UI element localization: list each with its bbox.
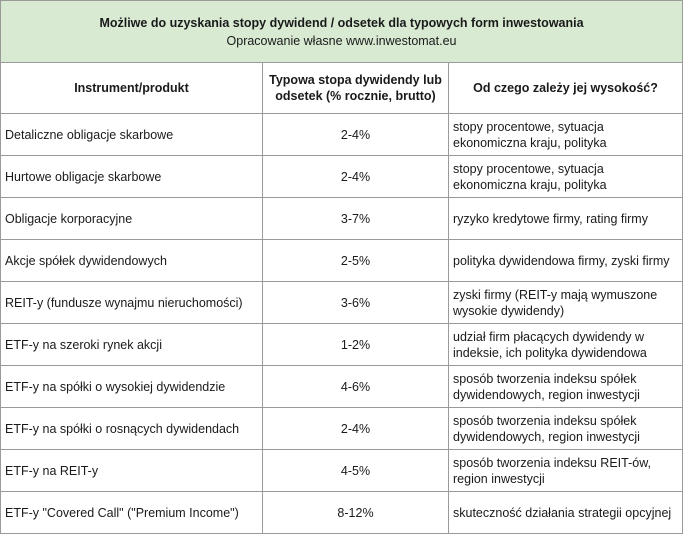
cell-depends: ryzyko kredytowe firmy, rating firmy	[449, 198, 683, 240]
cell-instrument: ETF-y na szeroki rynek akcji	[1, 324, 263, 366]
cell-instrument: ETF-y na REIT-y	[1, 450, 263, 492]
cell-rate: 8-12%	[263, 492, 449, 534]
cell-depends: stopy procentowe, sytuacja ekonomiczna kraju, polityka	[449, 156, 683, 198]
table-row	[1, 114, 683, 156]
header-instrument: Instrument/produkt	[1, 63, 263, 114]
cell-rate: 1-2%	[263, 324, 449, 366]
cell-instrument: REIT-y (fundusze wynajmu nieruchomości)	[1, 282, 263, 324]
table-row	[1, 408, 683, 450]
table-row	[1, 324, 683, 366]
cell-depends: polityka dywidendowa firmy, zyski firmy	[449, 240, 683, 282]
table-title-row	[1, 1, 683, 63]
header-depends: Od czego zależy jej wysokość?	[449, 63, 683, 114]
table-row	[1, 492, 683, 534]
cell-depends: udział firm płacących dywidendy w indeksie, ich polityka dywidendowa	[449, 324, 683, 366]
cell-depends: sposób tworzenia indeksu spółek dywidendowych, region inwestycji	[449, 366, 683, 408]
cell-depends: zyski firmy (REIT-y mają wymuszone wysokie dywidendy)	[449, 282, 683, 324]
table-row	[1, 198, 683, 240]
cell-instrument: Hurtowe obligacje skarbowe	[1, 156, 263, 198]
cell-instrument: Akcje spółek dywidendowych	[1, 240, 263, 282]
cell-depends: stopy procentowe, sytuacja ekonomiczna kraju, polityka	[449, 114, 683, 156]
cell-rate: 4-5%	[263, 450, 449, 492]
cell-rate: 4-6%	[263, 366, 449, 408]
cell-instrument: ETF-y na spółki o rosnących dywidendach	[1, 408, 263, 450]
cell-instrument: Obligacje korporacyjne	[1, 198, 263, 240]
table-header-row	[1, 63, 683, 114]
cell-rate: 2-4%	[263, 156, 449, 198]
table-row	[1, 240, 683, 282]
table-row	[1, 366, 683, 408]
cell-rate: 3-7%	[263, 198, 449, 240]
cell-rate: 2-4%	[263, 114, 449, 156]
cell-instrument: ETF-y na spółki o wysokiej dywidendzie	[1, 366, 263, 408]
cell-depends: sposób tworzenia indeksu spółek dywidendowych, region inwestycji	[449, 408, 683, 450]
cell-rate: 2-4%	[263, 408, 449, 450]
table-row	[1, 156, 683, 198]
cell-depends: skuteczność działania strategii opcyjnej	[449, 492, 683, 534]
table-row	[1, 282, 683, 324]
cell-instrument: ETF-y "Covered Call" ("Premium Income")	[1, 492, 263, 534]
table-subtitle: Opracowanie własne www.inwestomat.eu	[226, 33, 457, 48]
cell-instrument: Detaliczne obligacje skarbowe	[1, 114, 263, 156]
table-row	[1, 450, 683, 492]
header-rate: Typowa stopa dywidendy lub odsetek (% rocznie, brutto)	[263, 63, 449, 114]
table-title: Możliwe do uzyskania stopy dywidend / odsetek dla typowych form inwestowania	[99, 15, 584, 30]
table-title-cell	[1, 1, 683, 63]
cell-depends: sposób tworzenia indeksu REIT-ów, region inwestycji	[449, 450, 683, 492]
cell-rate: 2-5%	[263, 240, 449, 282]
cell-rate: 3-6%	[263, 282, 449, 324]
